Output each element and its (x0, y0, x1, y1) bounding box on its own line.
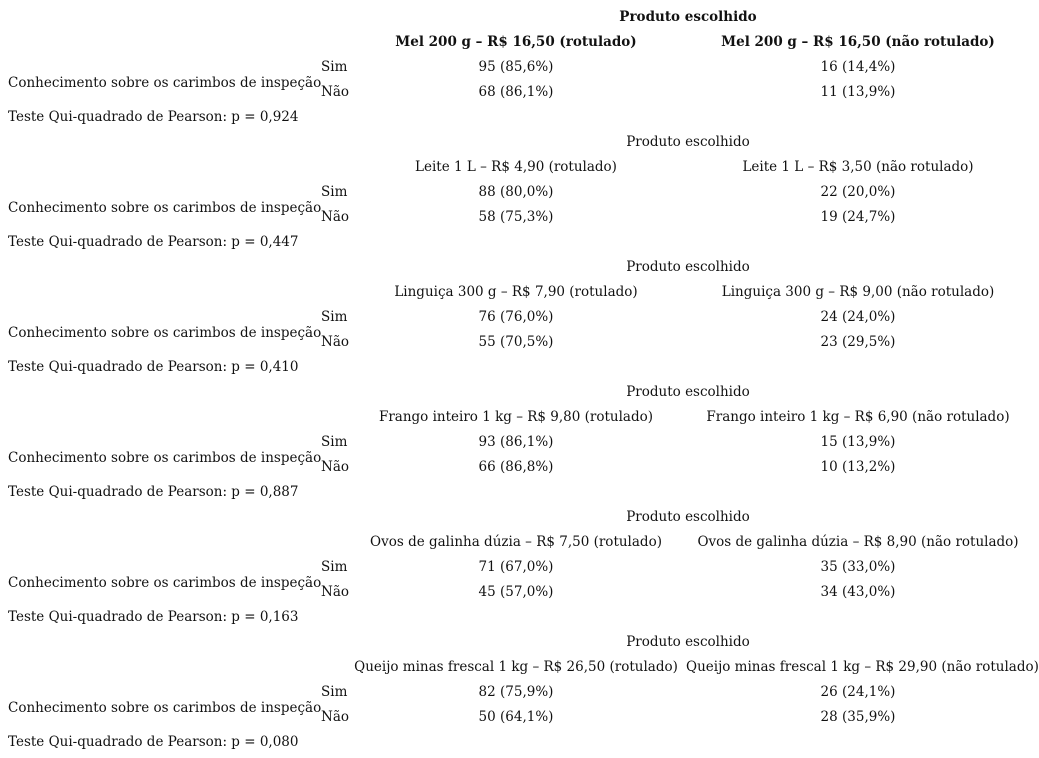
cell-sim-labeled: 95 (85,6%) (478, 59, 554, 75)
row-label-conhecimento: Conhecimento sobre os carimbos de inspeção (8, 575, 322, 591)
column-header-labeled: Ovos de galinha dúzia – R$ 7,50 (rotulado) (370, 534, 662, 550)
table-section-linguica (0, 255, 1039, 380)
cell-nao-labeled: 58 (75,3%) (478, 209, 554, 225)
table-section-ovos (0, 505, 1039, 630)
cell-sim-unlabeled: 26 (24,1%) (820, 684, 896, 700)
chi-square-test-result: Teste Qui-quadrado de Pearson: p = 0,887 (8, 484, 299, 500)
cell-nao-unlabeled: 23 (29,5%) (820, 334, 896, 350)
chi-square-test-result: Teste Qui-quadrado de Pearson: p = 0,080 (8, 734, 299, 750)
cell-sim-unlabeled: 35 (33,0%) (820, 559, 896, 575)
cell-nao-labeled: 55 (70,5%) (478, 334, 554, 350)
response-label-nao: Não (321, 709, 349, 725)
response-label-sim: Sim (321, 59, 348, 75)
row-label-conhecimento: Conhecimento sobre os carimbos de inspeção (8, 75, 322, 91)
cell-sim-labeled: 82 (75,9%) (478, 684, 554, 700)
chi-square-test-result: Teste Qui-quadrado de Pearson: p = 0,924 (8, 109, 299, 125)
chi-square-test-result: Teste Qui-quadrado de Pearson: p = 0,163 (8, 609, 299, 625)
cell-sim-unlabeled: 24 (24,0%) (820, 309, 896, 325)
response-label-nao: Não (321, 459, 349, 475)
cell-nao-unlabeled: 34 (43,0%) (820, 584, 896, 600)
response-label-nao: Não (321, 584, 349, 600)
column-header-labeled: Leite 1 L – R$ 4,90 (rotulado) (415, 159, 617, 175)
column-header-labeled: Mel 200 g – R$ 16,50 (rotulado) (395, 34, 637, 50)
response-label-sim: Sim (321, 184, 348, 200)
header-produto-escolhido: Produto escolhido (626, 259, 750, 275)
cell-nao-unlabeled: 11 (13,9%) (820, 84, 896, 100)
response-label-sim: Sim (321, 559, 348, 575)
column-header-labeled: Frango inteiro 1 kg – R$ 9,80 (rotulado) (378, 409, 654, 425)
response-label-sim: Sim (321, 684, 348, 700)
response-label-sim: Sim (321, 434, 348, 450)
header-produto-escolhido: Produto escolhido (626, 134, 750, 150)
response-label-nao: Não (321, 334, 349, 350)
cell-sim-labeled: 88 (80,0%) (478, 184, 554, 200)
row-label-conhecimento: Conhecimento sobre os carimbos de inspeção (8, 200, 322, 216)
row-label-conhecimento: Conhecimento sobre os carimbos de inspeção (8, 700, 322, 716)
cell-nao-unlabeled: 28 (35,9%) (820, 709, 896, 725)
column-header-unlabeled: Linguiça 300 g – R$ 9,00 (não rotulado) (721, 284, 995, 300)
chi-square-test-result: Teste Qui-quadrado de Pearson: p = 0,410 (8, 359, 299, 375)
cell-nao-unlabeled: 19 (24,7%) (820, 209, 896, 225)
table-section-mel (0, 5, 1039, 130)
column-header-unlabeled: Frango inteiro 1 kg – R$ 6,90 (não rotulado) (706, 409, 1010, 425)
response-label-nao: Não (321, 209, 349, 225)
cell-nao-unlabeled: 10 (13,2%) (820, 459, 896, 475)
table-section-leite (0, 130, 1039, 255)
column-header-labeled: Linguiça 300 g – R$ 7,90 (rotulado) (394, 284, 638, 300)
cell-sim-labeled: 93 (86,1%) (478, 434, 554, 450)
cell-sim-unlabeled: 16 (14,4%) (820, 59, 896, 75)
cell-nao-labeled: 66 (86,8%) (478, 459, 554, 475)
cell-sim-unlabeled: 22 (20,0%) (820, 184, 896, 200)
cell-sim-labeled: 71 (67,0%) (478, 559, 554, 575)
table-section-queijo (0, 630, 1039, 755)
column-header-unlabeled: Leite 1 L – R$ 3,50 (não rotulado) (742, 159, 974, 175)
row-label-conhecimento: Conhecimento sobre os carimbos de inspeção (8, 325, 322, 341)
table-section-frango (0, 380, 1039, 505)
row-label-conhecimento: Conhecimento sobre os carimbos de inspeção (8, 450, 322, 466)
cell-nao-labeled: 45 (57,0%) (478, 584, 554, 600)
column-header-unlabeled: Ovos de galinha dúzia – R$ 8,90 (não rotulado) (697, 534, 1019, 550)
cell-nao-labeled: 68 (86,1%) (478, 84, 554, 100)
chi-square-test-result: Teste Qui-quadrado de Pearson: p = 0,447 (8, 234, 299, 250)
header-produto-escolhido: Produto escolhido (626, 634, 750, 650)
response-label-sim: Sim (321, 309, 348, 325)
cell-sim-labeled: 76 (76,0%) (478, 309, 554, 325)
column-header-unlabeled: Mel 200 g – R$ 16,50 (não rotulado) (721, 34, 995, 50)
header-produto-escolhido: Produto escolhido (626, 384, 750, 400)
response-label-nao: Não (321, 84, 349, 100)
cell-nao-labeled: 50 (64,1%) (478, 709, 554, 725)
column-header-unlabeled: Queijo minas frescal 1 kg – R$ 29,90 (não rotulado) (686, 659, 1039, 675)
header-produto-escolhido: Produto escolhido (619, 9, 757, 25)
cell-sim-unlabeled: 15 (13,9%) (820, 434, 896, 450)
column-header-labeled: Queijo minas frescal 1 kg – R$ 26,50 (rotulado) (354, 659, 678, 675)
header-produto-escolhido: Produto escolhido (626, 509, 750, 525)
